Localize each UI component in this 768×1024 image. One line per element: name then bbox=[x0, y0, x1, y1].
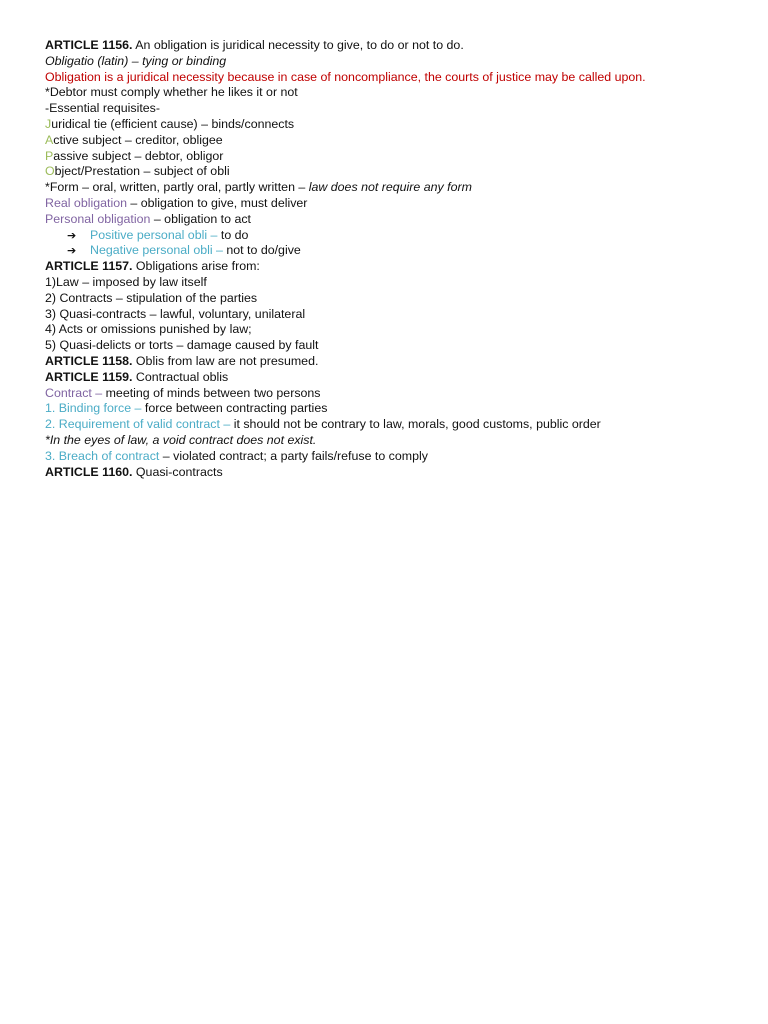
text-line bbox=[45, 307, 748, 323]
text-segment: An obligation is juridical necessity to give, to do or not to do. bbox=[132, 38, 464, 52]
text-segment: assive subject – debtor, obligor bbox=[53, 148, 224, 163]
text-line bbox=[45, 259, 748, 275]
text-segment: Personal obligation bbox=[45, 211, 151, 226]
text-line bbox=[45, 291, 748, 307]
text-segment: 1. Binding force – bbox=[45, 401, 142, 416]
text-segment: *In the eyes of law, a void contract does not exist. bbox=[45, 432, 317, 447]
text-segment: 1)Law – imposed by law itself bbox=[45, 274, 207, 289]
text-line bbox=[45, 180, 748, 196]
text-segment: ARTICLE 1159. bbox=[45, 369, 133, 384]
text-segment: – obligation to act bbox=[150, 211, 251, 226]
text-segment: Contractual oblis bbox=[132, 369, 229, 384]
text-segment: law does not require any form bbox=[308, 180, 472, 195]
text-line bbox=[45, 196, 748, 212]
text-line bbox=[45, 85, 748, 101]
text-segment: 2. Requirement of valid contract – bbox=[45, 417, 231, 432]
text-segment: J bbox=[45, 116, 52, 131]
text-segment: ARTICLE 1158. bbox=[45, 353, 133, 368]
text-segment: Obligation is a juridical necessity because in case of noncompliance, the courts of justice may be called upon. bbox=[45, 69, 646, 84]
text-segment: 2) Contracts – stipulation of the parties bbox=[45, 290, 258, 305]
text-segment: Contract – bbox=[45, 385, 103, 400]
text-segment: 4) Acts or omissions punished by law; bbox=[45, 322, 252, 337]
text-line bbox=[45, 133, 748, 149]
text-segment: 5) Quasi-delicts or torts – damage caused by fault bbox=[45, 338, 319, 353]
text-segment: Obligations arise from: bbox=[132, 259, 260, 274]
text-segment: P bbox=[45, 148, 54, 163]
text-segment: bject/Prestation – subject of obli bbox=[54, 164, 230, 179]
bullet-line bbox=[45, 243, 748, 259]
text-segment: ARTICLE 1156. bbox=[45, 38, 133, 52]
text-line bbox=[45, 322, 748, 338]
text-segment: ctive subject – creditor, obligee bbox=[53, 132, 223, 147]
text-line bbox=[45, 433, 748, 449]
text-segment: ARTICLE 1160. bbox=[45, 464, 133, 479]
text-segment: – violated contract; a party fails/refuse to comply bbox=[159, 448, 428, 463]
text-segment: O bbox=[45, 164, 55, 179]
text-line bbox=[45, 275, 748, 291]
text-segment: Quasi-contracts bbox=[132, 464, 223, 479]
arrow-right-icon: ➔ bbox=[67, 229, 77, 242]
text-segment: it should not be contrary to law, morals, good customs, public order bbox=[230, 417, 601, 432]
text-line bbox=[45, 101, 748, 117]
text-segment: Positive personal obli – bbox=[90, 227, 221, 242]
text-segment: force between contracting parties bbox=[141, 401, 328, 416]
text-segment: -Essential requisites- bbox=[45, 101, 161, 116]
text-line bbox=[45, 354, 748, 370]
text-segment: 3. Breach of contract bbox=[45, 448, 160, 463]
arrow-right-icon: ➔ bbox=[67, 245, 77, 258]
text-segment: *Debtor must comply whether he likes it or not bbox=[45, 85, 298, 100]
text-segment: not to do/give bbox=[226, 243, 301, 258]
text-line bbox=[45, 370, 748, 386]
text-segment: A bbox=[45, 132, 54, 147]
text-segment: ARTICLE 1157. bbox=[45, 259, 133, 274]
text-segment: – obligation to give, must deliver bbox=[126, 195, 308, 210]
text-line bbox=[45, 401, 748, 417]
text-segment: Oblis from law are not presumed. bbox=[132, 353, 319, 368]
text-segment: Negative personal obli – bbox=[90, 243, 227, 258]
text-segment: 3) Quasi-contracts – lawful, voluntary, unilateral bbox=[45, 306, 306, 321]
text-line bbox=[45, 117, 748, 133]
text-line bbox=[45, 70, 748, 86]
text-segment: uridical tie (efficient cause) – binds/connects bbox=[51, 116, 295, 131]
bullet-line bbox=[45, 228, 748, 244]
text-line bbox=[45, 149, 748, 165]
text-segment: meeting of minds between two persons bbox=[102, 385, 321, 400]
document-body bbox=[45, 38, 748, 480]
text-line bbox=[45, 164, 748, 180]
text-line bbox=[45, 212, 748, 228]
text-line bbox=[45, 338, 748, 354]
text-line bbox=[45, 386, 748, 402]
text-segment: Real obligation bbox=[45, 195, 127, 210]
text-line bbox=[45, 54, 748, 70]
text-segment: to do bbox=[220, 227, 249, 242]
text-line bbox=[45, 465, 748, 481]
text-segment: *Form – oral, written, partly oral, partly written – bbox=[45, 180, 309, 195]
text-line bbox=[45, 38, 748, 54]
text-line bbox=[45, 449, 748, 465]
text-segment: Obligatio (latin) – tying or binding bbox=[45, 53, 227, 68]
text-line bbox=[45, 417, 748, 433]
